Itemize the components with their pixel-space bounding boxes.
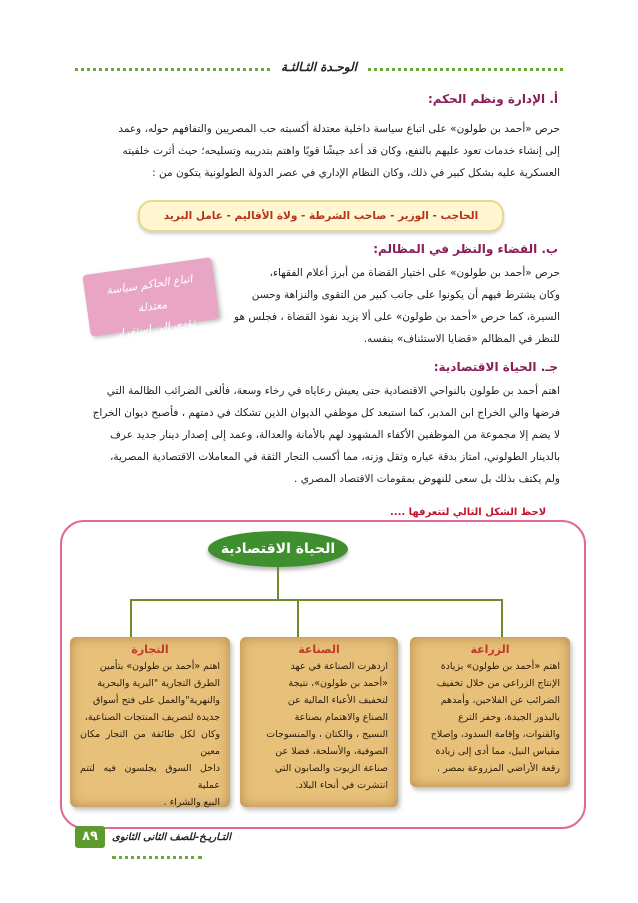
- card-line: البيع والشراء .: [163, 797, 220, 808]
- section-c-body: [70, 380, 560, 490]
- industry-card-text: [250, 658, 388, 794]
- card-line: «أحمد بن طولون»، نتيجة: [288, 678, 388, 689]
- section-c-line: بالدينار الطولوني، امتاز بدقة عياره وثقل وزنه، مما أكسب التجار الثقة في المعاملات الاقتصادية المصرية،: [109, 451, 560, 463]
- section-c-line: اهتم أحمد بن طولون بالنواحي الاقتصادية حتى يعيش رعاياه في رخاء وسعة، فألغى الضرائب الظالمة التي: [106, 385, 560, 397]
- card-line: مقياس النيل، مما أدى إلى زيادة: [435, 746, 560, 757]
- card-line: داخل السوق يجلسون فيه لتتم عملية: [80, 763, 220, 791]
- card-line: لتخفيف الأعباء المالية عن: [287, 695, 388, 706]
- card-line: جديدة لتصريف المنتجات الصناعية،: [84, 712, 220, 723]
- book-title: التـاريـخ-للصف الثانى الثانوى: [112, 832, 231, 843]
- agriculture-card-title: الزراعة: [470, 643, 510, 656]
- trade-card-title: التجارة: [131, 643, 169, 656]
- trade-card: [70, 637, 230, 807]
- industry-card: [240, 637, 398, 807]
- card-line: صناعة الزيوت والصابون التي: [274, 763, 388, 774]
- card-line: الإنتاج الزراعي من خلال تخفيف: [436, 678, 560, 689]
- economic-life-title: الحياة الاقتصادية: [208, 531, 348, 567]
- footer-dots: [112, 856, 202, 859]
- card-line: الضرائب عن الفلاحين، وأمدهم: [440, 695, 560, 706]
- section-c-line: فرضها والي الخراج ابن المدبر، كما استبعد كل موظفي الديوان الذين تشكك في ذمتهم ، فأصبح ديوان الخراج: [92, 407, 560, 419]
- observe-figure-note: لاحظ الشكل التالي لتتعرفها ....: [390, 507, 547, 518]
- section-b-line: حرص «أحمد بن طولون» على اختيار القضاة من أبرز أعلام الفقهاء،: [269, 267, 560, 279]
- section-c-heading: جـ. الحياة الاقتصادية:: [433, 360, 558, 374]
- card-line: والقنوات، وإقامة السدود، وإصلاح: [430, 729, 560, 740]
- section-b-body: [230, 262, 560, 350]
- card-line: الطرق التجارية "البرية والبحرية: [97, 678, 220, 689]
- card-line: اهتم «أحمد بن طولون» بتأمين: [99, 661, 220, 672]
- card-line: الصناع والاهتمام بصناعة: [294, 712, 388, 723]
- card-line: انتشرت في أنحاء البلاد.: [295, 780, 388, 791]
- section-a-line: العسكرية عليه بشكل كبير في ذلك، وكان النظام الإداري في عصر الدولة الطولونية يتكون من :: [152, 167, 560, 179]
- diagram-connector-trade: [130, 599, 132, 637]
- sticky-note-line: اتباع الحاكم سياسة معتدلة: [105, 272, 194, 315]
- unit-title: الوحـدة الثـالثـة: [281, 60, 357, 74]
- diagram-connector-industry: [297, 599, 299, 637]
- agriculture-card-text: [420, 658, 560, 777]
- card-line: وكان لكل طائفة من التجار مكان معين: [80, 729, 220, 757]
- trade-card-text: [80, 658, 220, 811]
- section-a-line: إلى إنشاء خدمات تعود عليهم بالنفع، وكان قد أعد جيشًا قويًا واهتم بتدريبه وتسليحه؛ حيث أثرت خلفيته: [122, 145, 560, 157]
- industry-card-title: الصناعة: [298, 643, 340, 656]
- section-b-line: وكان يشترط فيهم أن يكونوا على جانب كبير من التقوى والنزاهة وحسن: [251, 289, 560, 301]
- section-a-line: حرص «أحمد بن طولون» على اتباع سياسة داخلية معتدلة أكسبته حب المصريين والتفافهم حوله، وعمد: [118, 123, 560, 135]
- card-line: ازدهرت الصناعة في عهد: [290, 661, 388, 672]
- agriculture-card: [410, 637, 570, 787]
- section-a-body: [70, 118, 560, 184]
- administrative-roles-box: الحاجب - الوزير - صاحب الشرطة - ولاة الأقاليم - عامل البريد: [138, 200, 504, 232]
- section-c-line: لا يضم إلا مجموعة من الموظفين الأكفاء المشهود لهم بالأمانة والعدالة، وعمد إلى إصدار دينار جديد عرف: [110, 429, 560, 441]
- section-b-line: للنظر في المظالم «قضايا الاستئناف» بنفسه.: [363, 333, 560, 345]
- section-b-heading: ب. القضاء والنظر في المظالم:: [373, 242, 558, 256]
- page-number: ٨٩: [75, 826, 105, 848]
- card-line: بالبذور الجيدة، وحفر الترع: [458, 712, 560, 723]
- diagram-connector-agriculture: [501, 599, 503, 637]
- section-c-line: ولم يكتف بذلك بل سعى للنهوض بمقومات الاقتصاد المصري .: [294, 473, 560, 485]
- section-b-line: السيرة، كما حرص «أحمد بن طولون» على ألا يزيد نفوذ القضاة ، فجلس هو: [234, 311, 560, 323]
- card-line: الصوفية، والأسلحة، فضلا عن: [275, 746, 388, 757]
- card-line: اهتم «أحمد بن طولون» بزيادة: [440, 661, 560, 672]
- sticky-note: [82, 257, 219, 360]
- card-line: والنهرية"والعمل على فتح أسواق: [93, 695, 220, 706]
- card-line: النسيج ، والكتان ، والمنسوجات: [266, 729, 388, 740]
- diagram-connector-bar: [130, 599, 502, 601]
- card-line: رقعة الأراضي المزروعة بمصر .: [437, 763, 560, 774]
- diagram-connector-stem: [277, 567, 279, 599]
- section-a-heading: أ. الإدارة ونظم الحكم:: [427, 92, 558, 106]
- sticky-note-line: تؤدي إلى استقرار المجتمع.: [114, 316, 197, 360]
